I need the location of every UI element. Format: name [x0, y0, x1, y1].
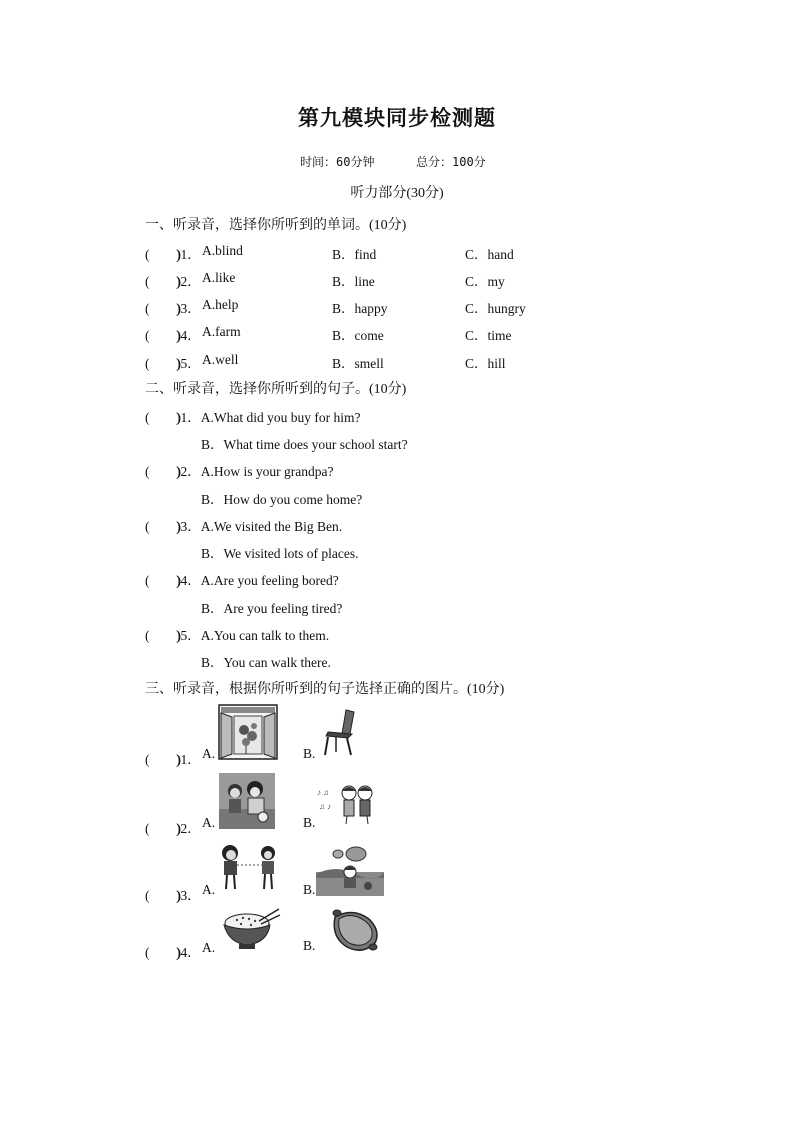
- answer-blank[interactable]: ( ): [145, 752, 181, 767]
- answer-blank[interactable]: ( ): [145, 328, 181, 343]
- option-b-label: B.: [303, 882, 316, 897]
- section2-heading: 二、听录音，选择你所听到的句子。(10分): [145, 382, 407, 397]
- question-number: )2．: [176, 274, 201, 289]
- option-a: A.well: [202, 352, 239, 367]
- option-a: )4．A.Are you feeling bored?: [176, 573, 339, 588]
- page-title: 第九模块同步检测题: [298, 106, 496, 130]
- question-number: )4．: [176, 945, 201, 960]
- window-flowers-picture: [218, 704, 278, 760]
- answer-blank[interactable]: ( ): [145, 247, 181, 262]
- answer-blank[interactable]: ( ): [145, 274, 181, 289]
- option-a-label: A.: [202, 940, 216, 955]
- svg-text:♫ ♪: ♫ ♪: [319, 802, 331, 811]
- option-a-label: A.: [202, 746, 216, 761]
- children-playing-picture: [219, 773, 275, 829]
- option-b: B．You can walk there.: [201, 655, 331, 670]
- option-a: )1．A.What did you buy for him?: [176, 410, 361, 425]
- answer-blank[interactable]: ( ): [145, 301, 181, 316]
- svg-text:♪ ♫: ♪ ♫: [317, 788, 329, 797]
- question-number: )2．: [176, 821, 201, 836]
- option-a: A.blind: [202, 243, 243, 258]
- part-heading: 听力部分(30分): [350, 186, 444, 201]
- option-c: C．hungry: [465, 301, 526, 316]
- option-a: )3．A.We visited the Big Ben.: [176, 519, 343, 534]
- option-a: )5．A.You can talk to them.: [176, 628, 330, 643]
- question-number: )5．: [176, 356, 201, 371]
- chair-picture: [322, 708, 358, 756]
- option-c: C．hand: [465, 247, 514, 262]
- section3-heading: 三、听录音，根据你所听到的句子选择正确的图片。(10分): [145, 682, 505, 697]
- child-tired-picture: [316, 844, 384, 896]
- option-b: B．Are you feeling tired?: [201, 601, 343, 616]
- question-number: )1．: [176, 752, 201, 767]
- option-b: B．What time does your school start?: [201, 437, 408, 452]
- answer-blank[interactable]: ( ): [145, 821, 181, 836]
- option-b: B．How do you come home?: [201, 492, 363, 507]
- answer-blank[interactable]: ( ): [145, 628, 181, 643]
- option-b: B．line: [332, 274, 375, 289]
- option-a: A.like: [202, 270, 236, 285]
- question-number: )3．: [176, 301, 201, 316]
- children-singing-picture: [315, 781, 379, 825]
- option-a-label: A.: [202, 882, 216, 897]
- option-b-label: B.: [303, 746, 316, 761]
- question-number: )4．: [176, 328, 201, 343]
- option-c: C．hill: [465, 356, 506, 371]
- option-b: B．find: [332, 247, 377, 262]
- rice-bowl-picture: [221, 907, 281, 951]
- question-number: )3．: [176, 888, 201, 903]
- question-number: )1．: [176, 247, 201, 262]
- answer-blank[interactable]: ( ): [145, 888, 181, 903]
- children-talking-picture: [218, 843, 280, 891]
- time-limit: 时间：60分钟: [300, 155, 375, 169]
- answer-blank[interactable]: ( ): [145, 410, 181, 425]
- answer-blank[interactable]: ( ): [145, 464, 181, 479]
- option-a: )2．A.How is your grandpa?: [176, 464, 334, 479]
- answer-blank[interactable]: ( ): [145, 573, 181, 588]
- option-b: B．happy: [332, 301, 388, 316]
- option-b-label: B.: [303, 938, 316, 953]
- option-c: C．time: [465, 328, 512, 343]
- section1-heading: 一、听录音，选择你所听到的单词。(10分): [145, 218, 407, 233]
- answer-blank[interactable]: ( ): [145, 945, 181, 960]
- option-a: A.farm: [202, 324, 241, 339]
- total-score: 总分：100分: [416, 155, 486, 169]
- option-a: A.help: [202, 297, 239, 312]
- option-b: B．smell: [332, 356, 384, 371]
- option-b: B．We visited lots of places.: [201, 546, 359, 561]
- option-a-label: A.: [202, 815, 216, 830]
- option-b: B．come: [332, 328, 384, 343]
- answer-blank[interactable]: ( ): [145, 356, 181, 371]
- option-b-label: B.: [303, 815, 316, 830]
- option-c: C．my: [465, 274, 505, 289]
- answer-blank[interactable]: ( ): [145, 519, 181, 534]
- hot-dog-picture: [329, 907, 381, 953]
